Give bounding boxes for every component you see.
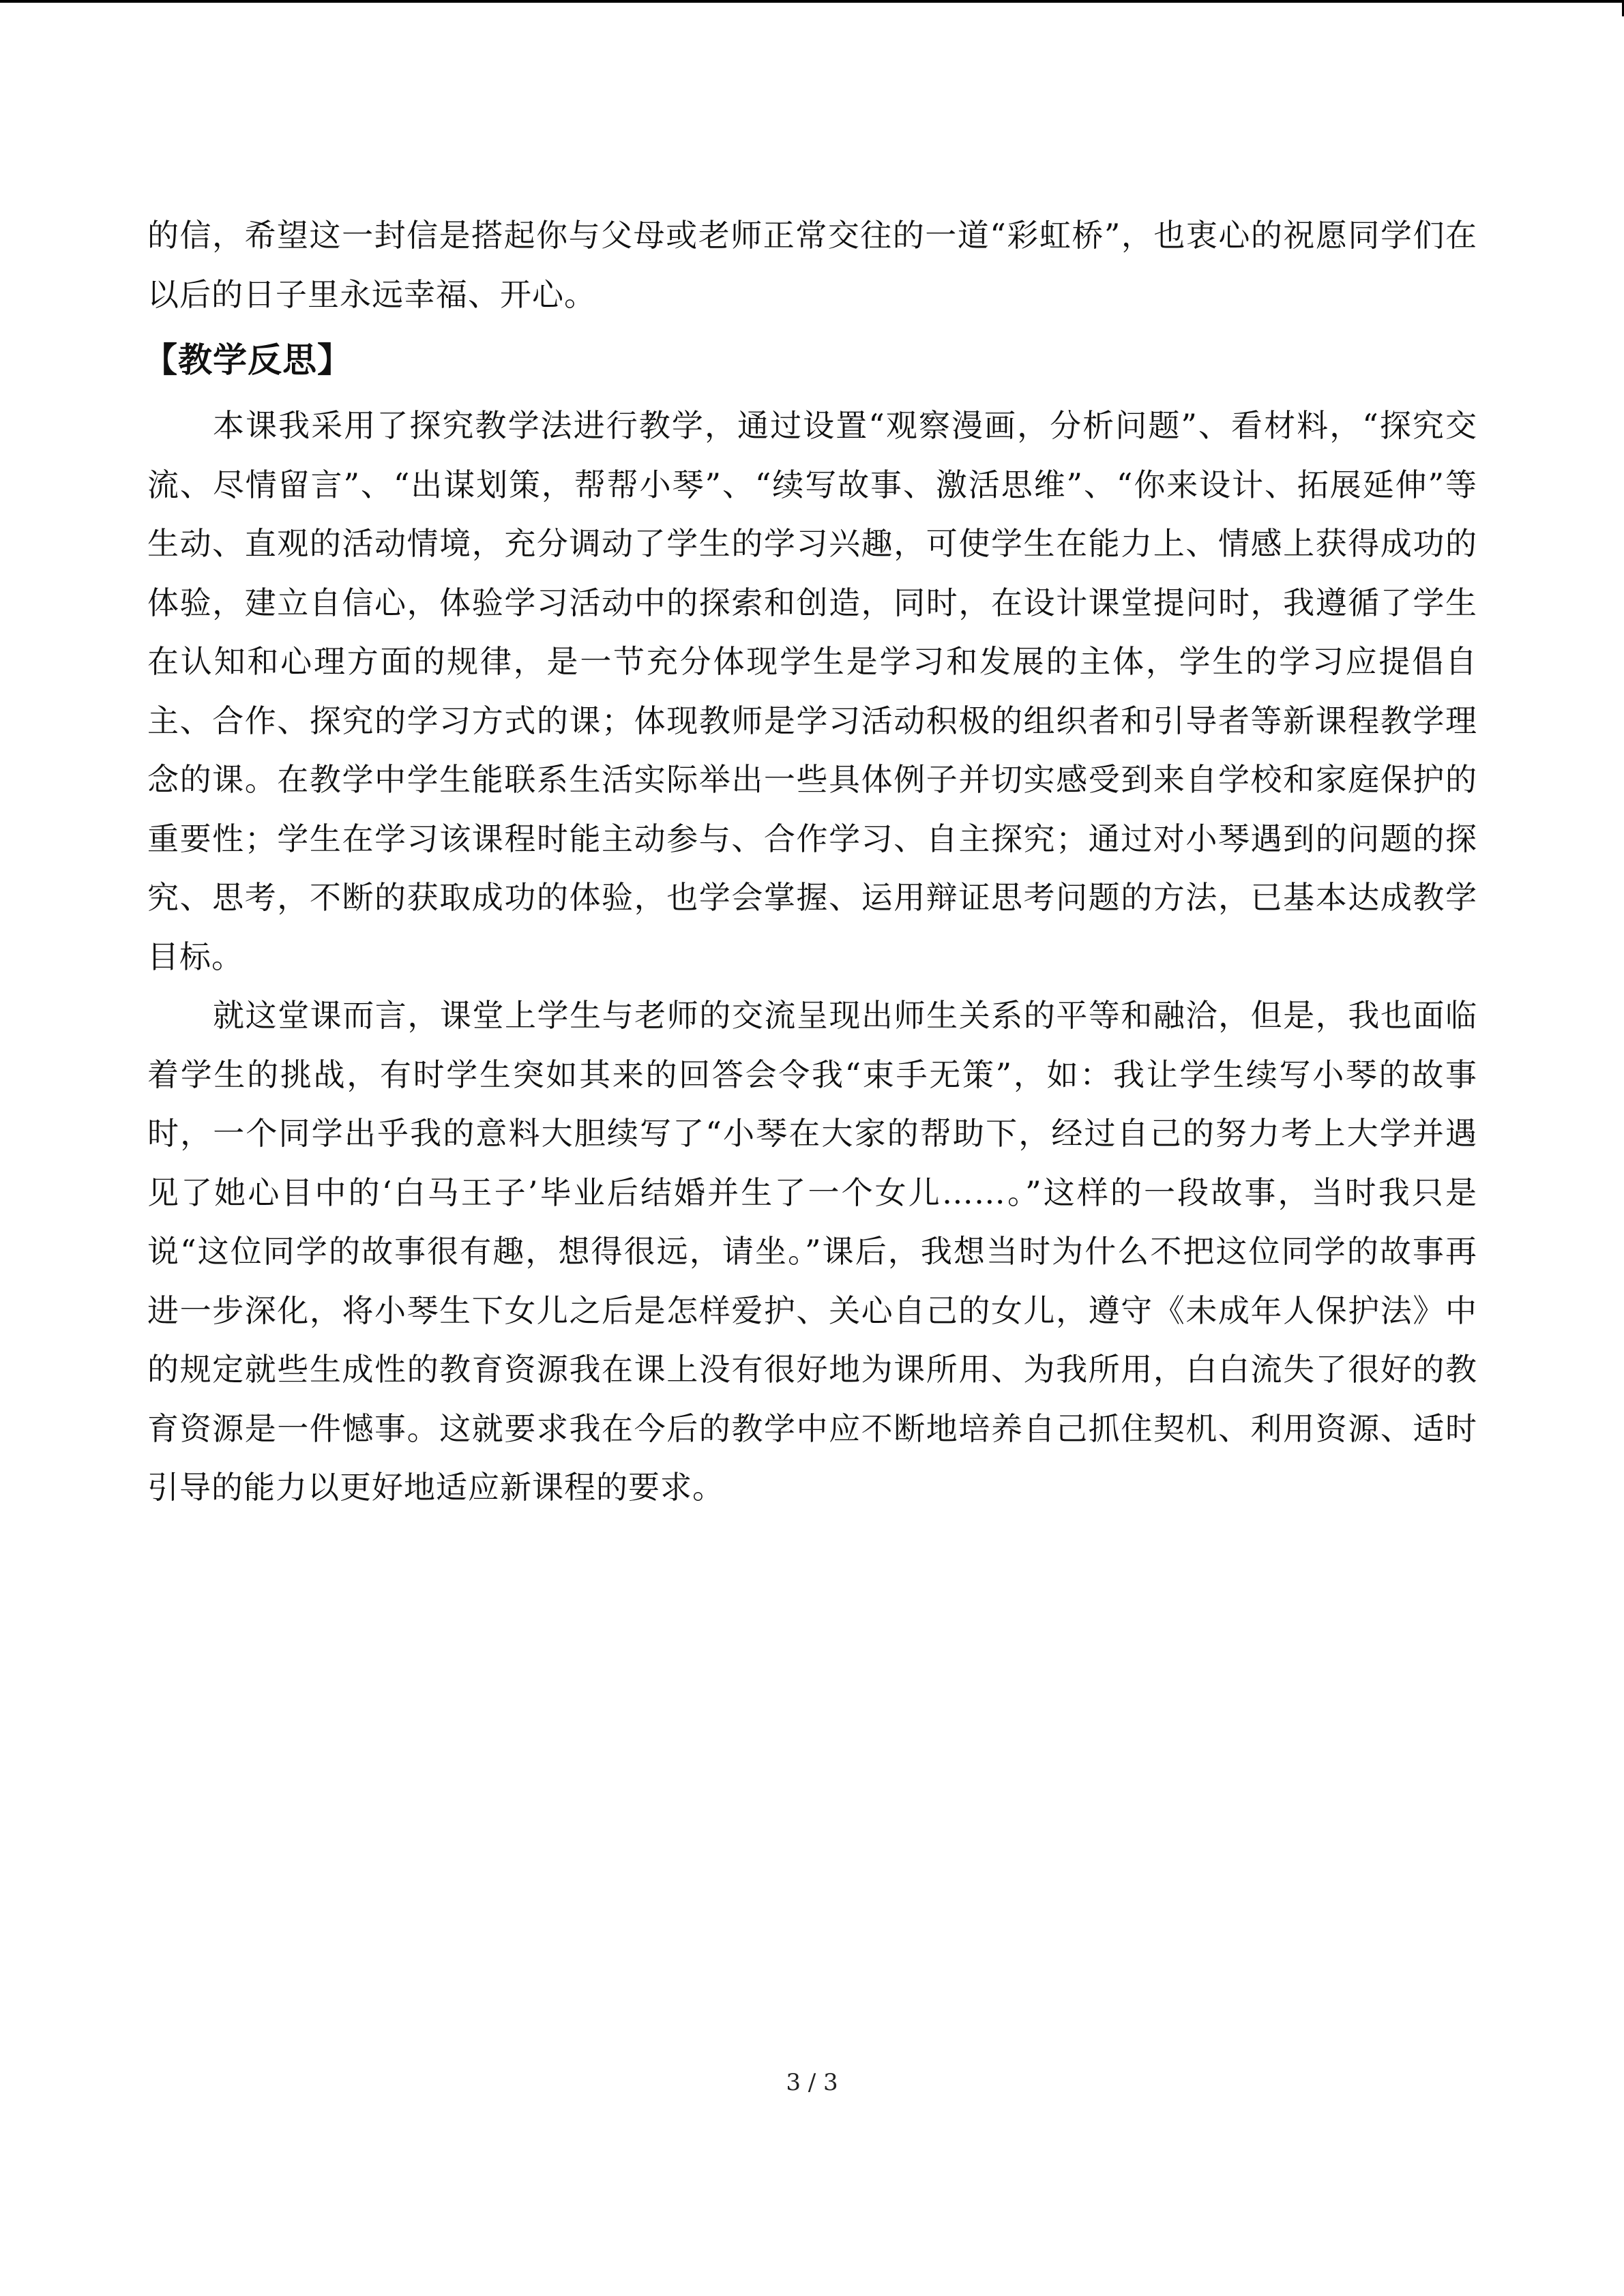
page-number: 3 / 3 (786, 2069, 838, 2096)
document-body (143, 206, 1477, 1517)
continuation-paragraph: 的信，希望这一封信是搭起你与父母或老师正常交往的一道“彩虹桥”，也衷心的祝愿同学们在以后的日子里永远幸福、开心。 (147, 217, 1477, 313)
section-heading: 【教学反思】 (143, 340, 352, 380)
reflection-paragraph-1: 本课我采用了探究教学法进行教学，通过设置“观察漫画，分析问题”、看材料，“探究交流、尽情留言”、“出谋划策，帮帮小琴”、“续写故事、激活思维”、“你来设计、拓展延伸”等生动、直观的活动情境，充分调动了学生的学习兴趣，可使学生在能力上、情感上获得成功的体验，建立自信心，体验学习活动中的探索和创造，同时，在设计课堂提问时，我遵循了学生在认知和心理方面的规律，是一节充分体现学生是学习和发展的主体，学生的学习应提倡自主、合作、探究的学习方式的课；体现教师是学习活动积极的组织者和引导者等新课程教学理念的课。在教学中学生能联系生活实际举出一些具体例子并切实感受到来自学校和家庭保护的重要性；学生在学习该课程时能主动参与、合作学习、自主探究；通过对小琴遇到的问题的探究、思考，不断的获取成功的体验，也学会掌握、运用辩证思考问题的方法，已基本达成教学目标。 (147, 407, 1477, 975)
page-top-border (0, 0, 1624, 3)
reflection-paragraph-2: 就这堂课而言，课堂上学生与老师的交流呈现出师生关系的平等和融洽，但是，我也面临着学生的挑战，有时学生突如其来的回答会令我“束手无策”，如：我让学生续写小琴的故事时，一个同学出乎我的意料大胆续写了“小琴在大家的帮助下，经过自己的努力考上大学并遇见了她心目中的‘白马王子’毕业后结婚并生了一个女儿……。”这样的一段故事，当时我只是说“这位同学的故事很有趣，想得很远，请坐。”课后，我想当时为什么不把这位同学的故事再进一步深化，将小琴生下女儿之后是怎样爱护、关心自己的女儿，遵守《未成年人保护法》中的规定就些生成性的教育资源我在课上没有很好地为课所用、为我所用，白白流失了很好的教育资源是一件憾事。这就要求我在今后的教学中应不断地培养自己抓住契机、利用资源、适时引导的能力以更好地适应新课程的要求。 (147, 997, 1477, 1506)
